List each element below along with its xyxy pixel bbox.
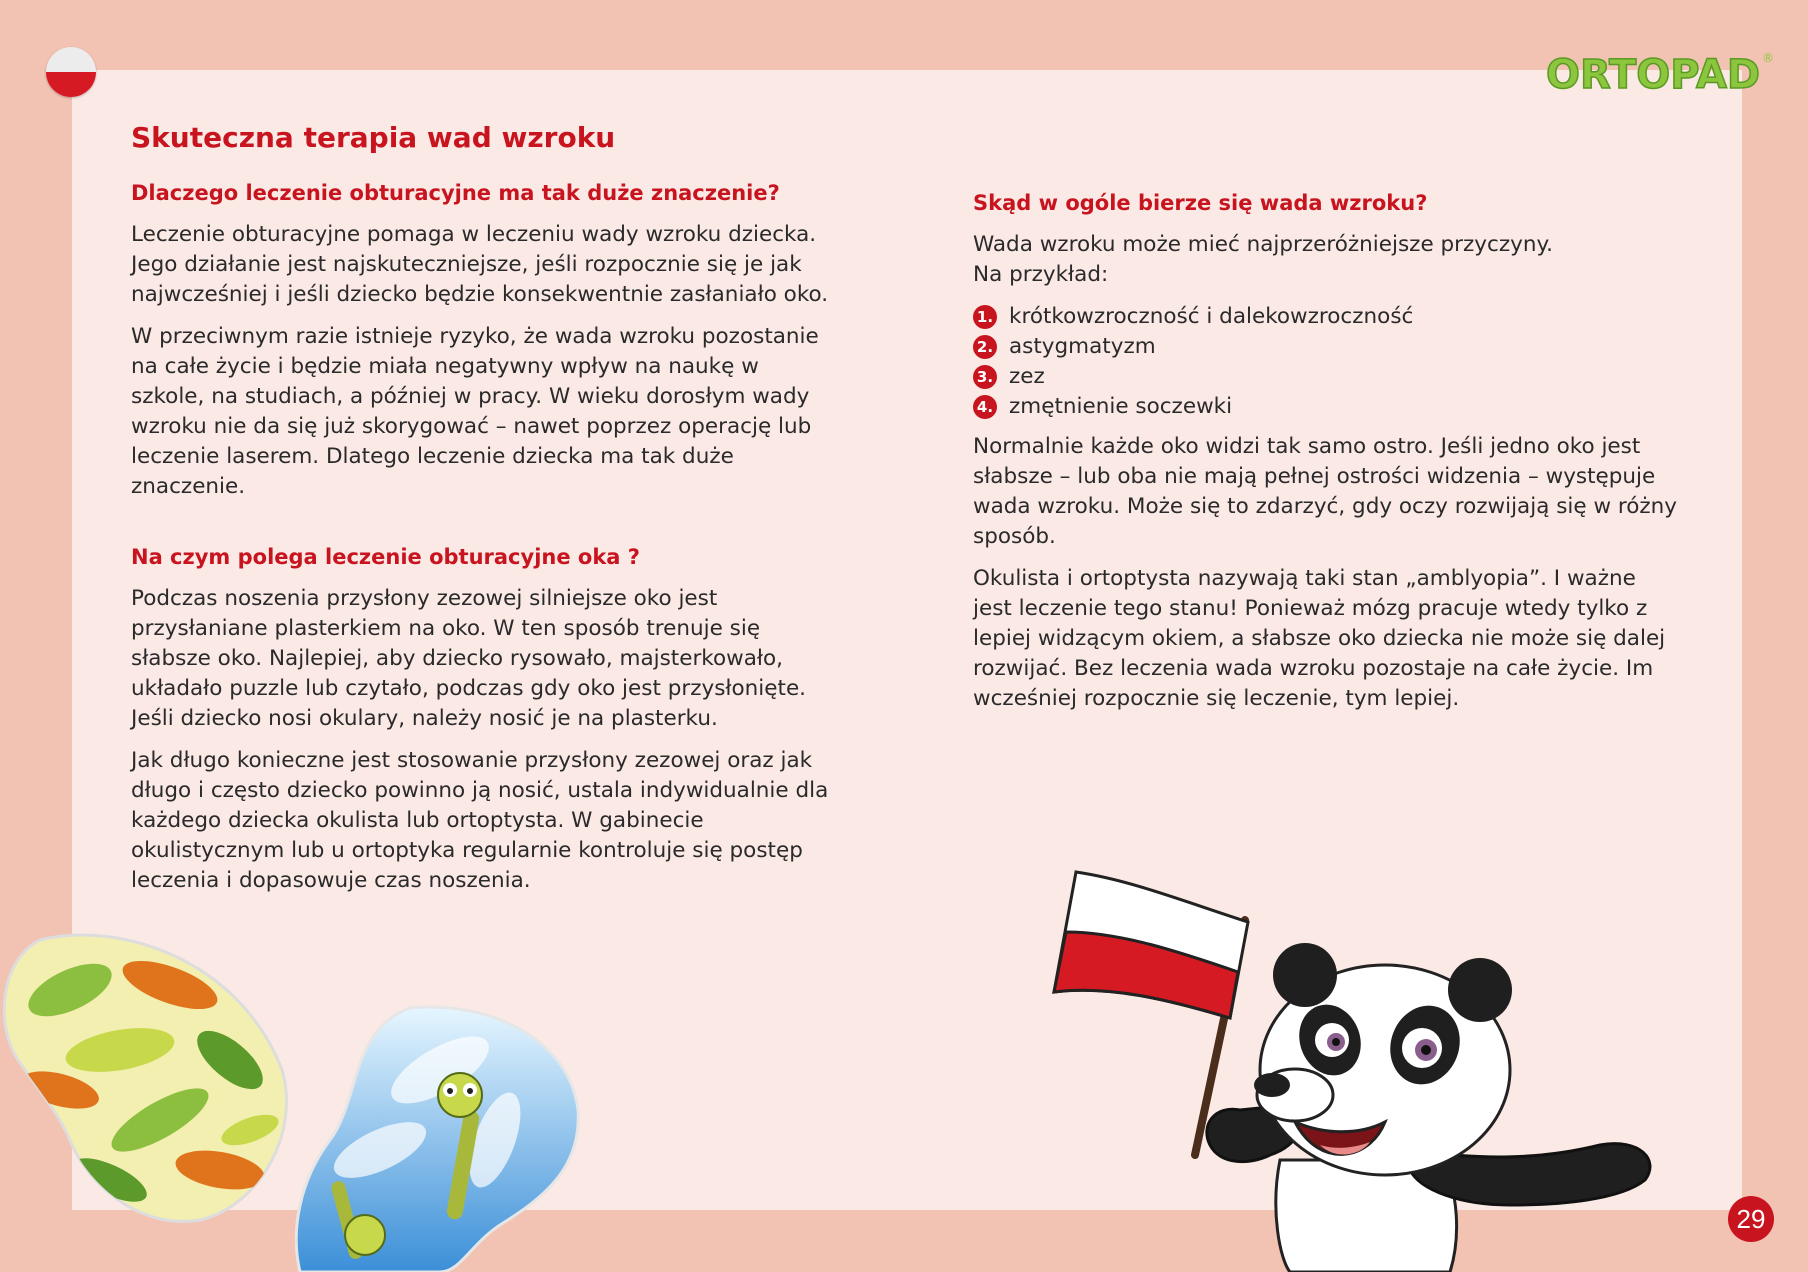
list-item: 2. astygmatyzm — [973, 332, 1678, 362]
section-heading-causes: Skąd w ogóle bierze się wada wzroku? — [973, 191, 1428, 215]
paragraph: Normalnie każde oko widzi tak samo ostro. Jeśli jedno oko jest słabsze – lub oba nie mają pełnej ostrości widzenia – występuje wada wzroku. Może się to zdarzyć, gdy oczy rozwijają się w różny sposób. — [973, 434, 1678, 549]
number-badge: 3. — [973, 365, 997, 389]
number-badge: 1. — [973, 305, 997, 329]
list-item: 1. krótkowzroczność i dalekowzroczność — [973, 302, 1678, 332]
paragraph: W przeciwnym razie istnieje ryzyko, że wada wzroku pozostanie na całe życie i będzie miała negatywny wpływ na naukę w szkole, na studiach, a później w pracy. W wieku dorosłym wady wzroku nie da się już skorygować – nawet poprzez operację lub leczenie laserem. Dlatego leczenie dziecka ma tak duże znaczenie. — [131, 324, 819, 499]
paragraph: Jak długo konieczne jest stosowanie przysłony zezowej oraz jak długo i często dziecko powinno ją nosić, ustala indywidualnie dla każdego dziecka okulista lub ortoptysta. W gabinecie okulistycznym lub u ortoptyka regularnie kontroluje się postęp leczenia i dopasowuje czas noszenia. — [131, 748, 829, 893]
page-title: Skuteczna terapia wad wzroku — [131, 121, 616, 154]
list-item: 3. zez — [973, 362, 1678, 392]
section-heading-how: Na czym polega leczenie obturacyjne oka ? — [131, 545, 640, 569]
dinosaur-eye-patch-image — [0, 930, 300, 1230]
panda-with-flag-image — [1040, 860, 1690, 1272]
svg-text:®: ® — [1762, 51, 1774, 65]
paragraph: Podczas noszenia przysłony zezowej silniejsze oko jest przysłaniane plasterkiem na oko. W ten sposób trenuje się słabsze oko. Najlepiej, aby dziecko rysowało, majsterkowało, układało puzzle lub czytało, podczas gdy oko jest przysłonięte. Jeśli dziecko nosi okulary, należy nosić je na plasterku. — [131, 586, 807, 731]
svg-text:ORTOPAD: ORTOPAD — [1546, 52, 1761, 98]
page-number-badge: 29 — [1728, 1196, 1774, 1242]
list-item: 4. zmętnienie soczewki — [973, 392, 1678, 422]
left-column — [131, 120, 836, 908]
ortopad-logo — [1544, 44, 1776, 100]
causes-list — [973, 302, 1678, 422]
section-heading-why: Dlaczego leczenie obturacyjne ma tak duże znaczenie? — [131, 181, 780, 205]
number-badge: 4. — [973, 395, 997, 419]
paragraph: Leczenie obturacyjne pomaga w leczeniu wady wzroku dziecka. Jego działanie jest najskuteczniejsze, jeśli rozpocznie się je jak najwcześniej i jeśli dziecko będzie konsekwentnie zasłaniało oko. — [131, 222, 829, 307]
dragonfly-eye-patch-image — [290, 1000, 580, 1272]
paragraph: Na przykład: — [973, 262, 1109, 287]
number-badge: 2. — [973, 335, 997, 359]
paragraph: Wada wzroku może mieć najprzeróżniejsze przyczyny. — [973, 232, 1553, 257]
polish-flag-icon — [46, 47, 96, 97]
paragraph: Okulista i ortoptysta nazywają taki stan „amblyopia”. I ważne jest leczenie tego stanu! Ponieważ mózg pracuje wtedy tylko z lepiej widzącym okiem, a słabsze oko dziecka nie może się dalej rozwijać. Bez leczenia wada wzroku pozostaje na całe życie. Im wcześniej rozpocznie się leczenie, tym lepiej. — [973, 566, 1666, 711]
right-column — [973, 188, 1678, 726]
